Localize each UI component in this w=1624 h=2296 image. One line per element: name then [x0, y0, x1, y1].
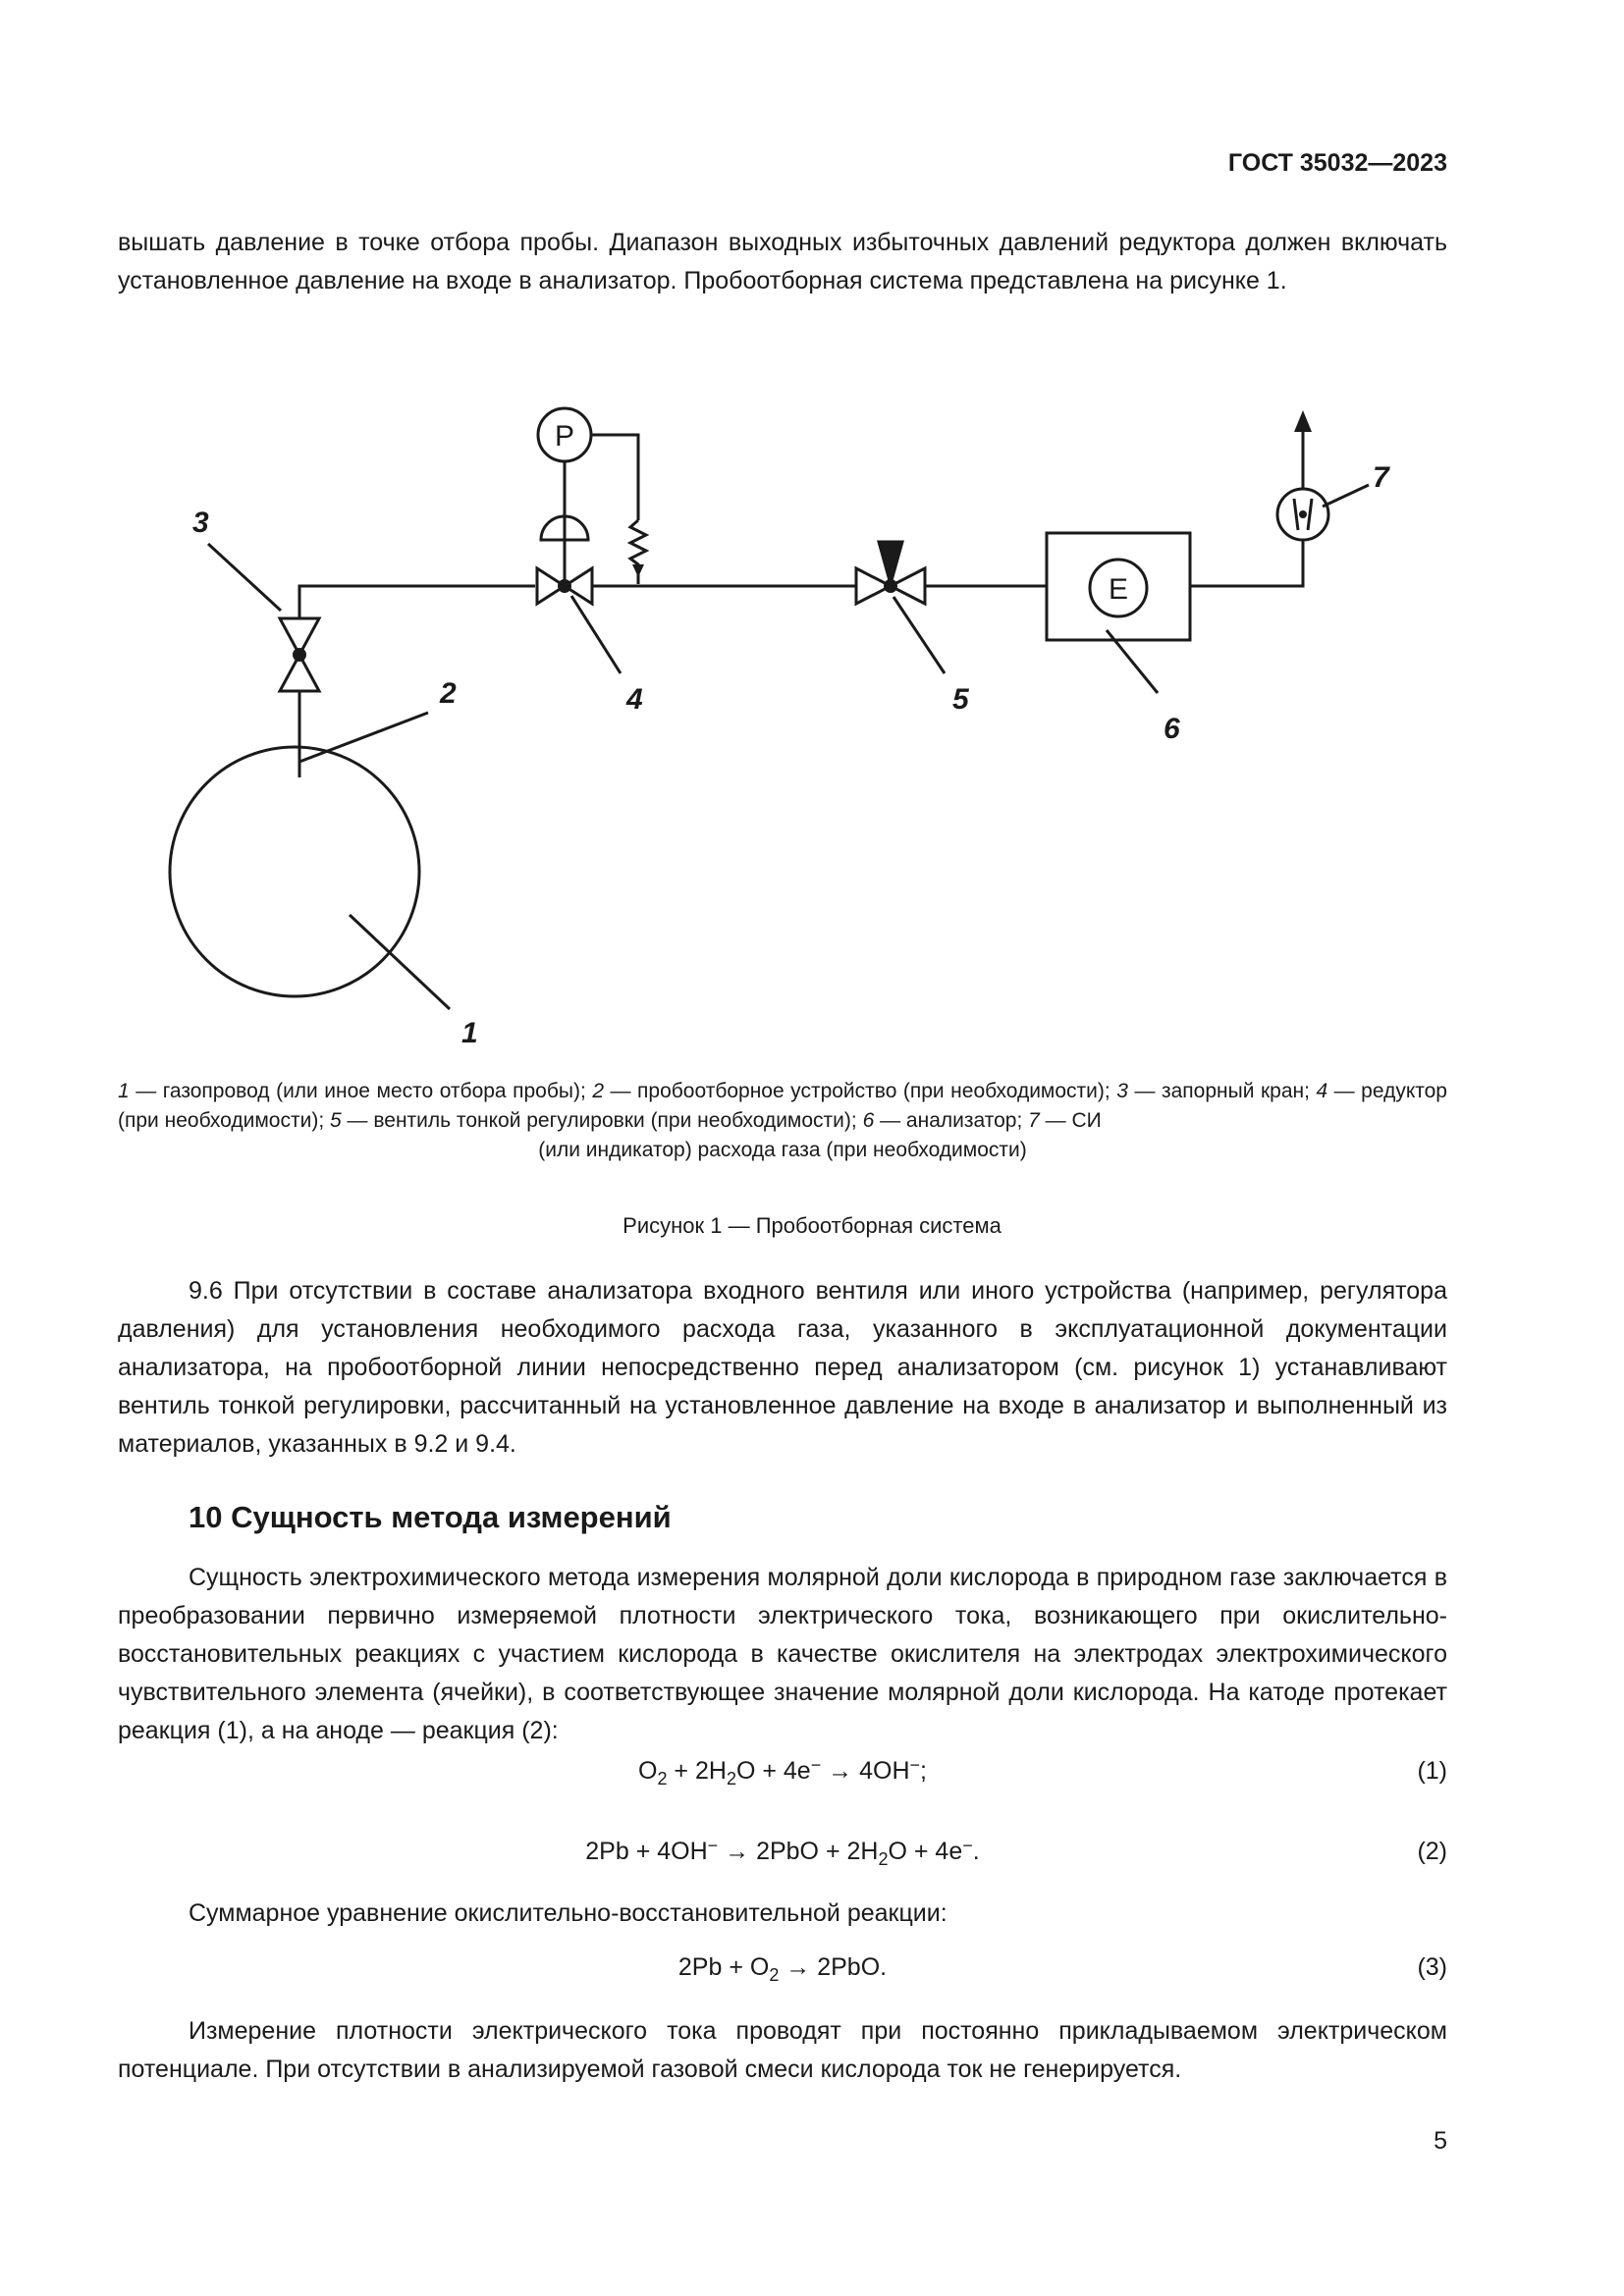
legend-text: — пробоотборное устройство (при необходимости);	[604, 1080, 1117, 1102]
legend-number: 1	[118, 1080, 130, 1102]
figure-label-1: 1	[461, 1017, 478, 1049]
summary-text: Суммарное уравнение окислительно-восстановительной реакции:	[189, 1899, 947, 1927]
legend-text: — анализатор;	[874, 1109, 1029, 1132]
section-10-paragraph-2: Измерение плотности электрического тока проводят при постоянно прикладываемом электрическом потенциале. При отсутствии в анализируемой газовой смеси кислорода ток не генерируется.	[118, 2017, 1447, 2083]
equation-2-number: (2)	[1417, 1838, 1447, 1865]
document-header: ГОСТ 35032—2023	[1227, 149, 1447, 177]
equation-2-formula: $2Pb + 4OH^- \to 2PbO + 2H_2O + 4e^-$.	[585, 1836, 980, 1869]
pipe-segment	[299, 586, 535, 618]
equation-3-number: (3)	[1417, 1953, 1447, 1981]
legend-tail: (или индикатор) расхода газа (при необходимости)	[538, 1139, 1027, 1161]
section-10-paragraph-1: Сущность электрохимического метода измерения молярной доли кислорода в природном газе заключается в преобразовании первично измеряемой плотности электрического тока, возникающего при окислительно-восстановительных реакциях с участием кислорода в качестве окислителя на электродах электрохимического чувствительного элемента (ячейки), в соответствующее значение молярной доли кислорода. На катоде протекает реакция (1), а на аноде — реакция (2):	[118, 1564, 1447, 1744]
legend-number: 4	[1316, 1080, 1328, 1102]
figure-label-7: 7	[1373, 461, 1389, 494]
figure-label-2: 2	[440, 677, 457, 710]
section-10-title: 10 Сущность метода измерений	[189, 1500, 672, 1534]
legend-text: — редуктор (при необходимости);	[118, 1080, 1447, 1132]
legend-text: — газопровод (или иное место отбора пробы);	[129, 1080, 593, 1102]
legend-text: — вентиль тонкой регулировки (при необходимости);	[341, 1109, 863, 1132]
figure-label-3: 3	[192, 507, 209, 539]
sampling-system-diagram	[0, 363, 1624, 1070]
legend-number: 2	[592, 1080, 605, 1102]
analyzer-symbol: E	[1108, 573, 1129, 606]
equation-1	[118, 1757, 1447, 1796]
legend-text: — СИ	[1039, 1109, 1102, 1132]
legend-number: 3	[1116, 1080, 1128, 1102]
page-number: 5	[1434, 2127, 1447, 2155]
equation-1-formula: $O_2 + 2H_2O + 4e^- \to 4OH^-$;	[638, 1755, 927, 1789]
paragraph-9-6: 9.6 При отсутствии в составе анализатора входного вентиля или иного устройства (например, регулятора давления) для установления необходимого расхода газа, указанного в эксплуатационной документации анализатора, на пробоотборной линии непосредственно перед анализатором (см. рисунок 1) устанавливают вентиль тонкой регулировки, рассчитанный на установленное давление на входе в анализатор и выполненный из материалов, указанных в 9.2 и 9.4.	[118, 1277, 1447, 1458]
equation-1-number: (1)	[1417, 1757, 1447, 1785]
equation-3	[118, 1953, 1447, 1993]
figure-label-6: 6	[1164, 713, 1180, 745]
pressure-gauge-symbol: P	[554, 420, 575, 453]
figure-label-5: 5	[952, 683, 969, 716]
figure-label-4: 4	[626, 683, 643, 716]
figure-legend	[118, 1077, 1447, 1165]
legend-number: 6	[862, 1109, 875, 1132]
figure-title: Рисунок 1 — Пробоотборная система	[623, 1213, 1001, 1238]
intro-paragraph: вышать давление в точке отбора пробы. Диапазон выходных избыточных давлений редуктора должен включать установленное давление на входе в анализатор. Пробоотборная система представлена на рисунке 1.	[118, 229, 1447, 294]
equation-2	[118, 1838, 1447, 1877]
equation-3-formula: $2Pb + O_2 \to 2PbO$.	[677, 1953, 888, 1985]
gas-pipeline-circle	[170, 747, 419, 996]
legend-text: — запорный кран;	[1127, 1080, 1317, 1102]
figure-1	[0, 363, 1624, 1070]
legend-number: 7	[1028, 1109, 1040, 1132]
legend-number: 5	[330, 1109, 342, 1132]
